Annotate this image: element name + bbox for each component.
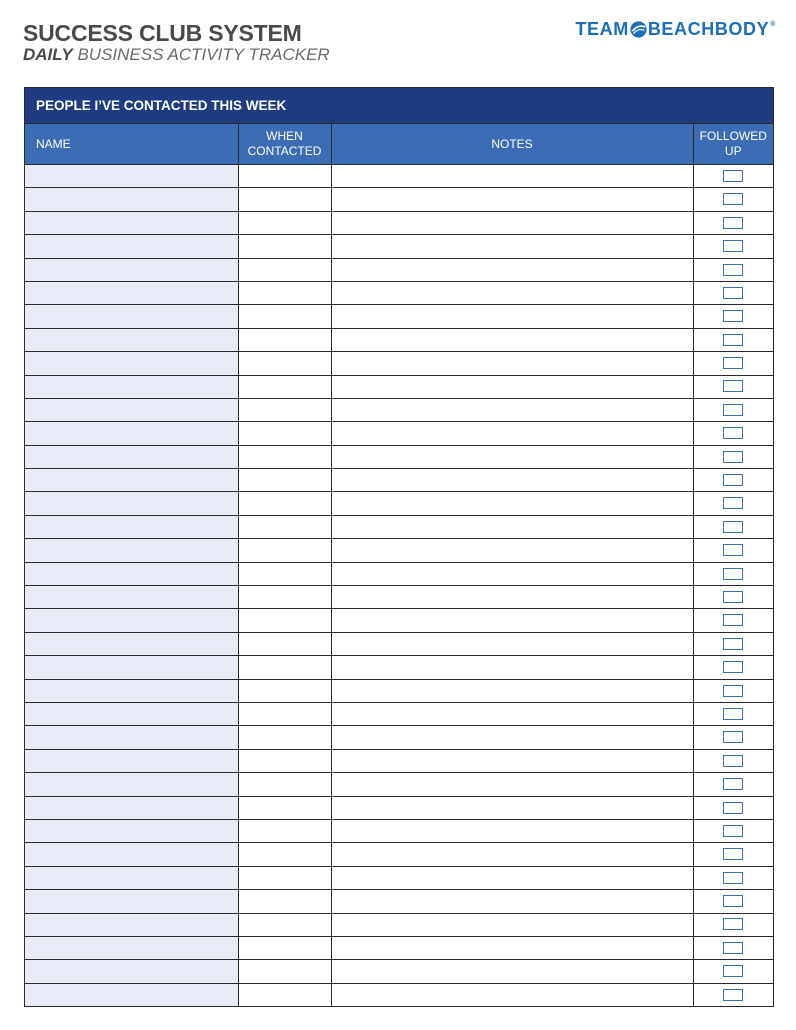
table-row — [25, 305, 773, 328]
followed-up-checkbox[interactable] — [723, 404, 743, 416]
followed-up-checkbox[interactable] — [723, 497, 743, 509]
when-contacted-cell[interactable] — [238, 960, 331, 983]
notes-cell[interactable] — [331, 211, 693, 234]
notes-cell[interactable] — [331, 632, 693, 655]
followed-up-checkbox[interactable] — [723, 708, 743, 720]
followed-up-cell — [693, 515, 773, 538]
name-cell[interactable] — [25, 983, 238, 1006]
table-row — [25, 656, 773, 679]
table-row — [25, 165, 773, 188]
notes-cell[interactable] — [331, 539, 693, 562]
table-row — [25, 796, 773, 819]
notes-cell[interactable] — [331, 305, 693, 328]
when-contacted-cell[interactable] — [238, 866, 331, 889]
subtitle-rest: BUSINESS ACTIVITY TRACKER — [72, 45, 330, 64]
when-contacted-cell[interactable] — [238, 562, 331, 585]
followed-line-2: UP — [724, 144, 742, 158]
notes-cell[interactable] — [331, 562, 693, 585]
when-contacted-cell[interactable] — [238, 656, 331, 679]
followed-up-checkbox[interactable] — [723, 825, 743, 837]
contact-table — [25, 124, 773, 1006]
table-row — [25, 586, 773, 609]
followed-up-checkbox[interactable] — [723, 544, 743, 556]
followed-up-cell — [693, 656, 773, 679]
name-cell[interactable] — [25, 422, 238, 445]
notes-cell[interactable] — [331, 913, 693, 936]
when-contacted-cell[interactable] — [238, 773, 331, 796]
notes-cell[interactable] — [331, 469, 693, 492]
when-contacted-cell[interactable] — [238, 796, 331, 819]
name-cell[interactable] — [25, 492, 238, 515]
name-cell[interactable] — [25, 328, 238, 351]
followed-up-checkbox[interactable] — [723, 170, 743, 182]
followed-up-checkbox[interactable] — [723, 591, 743, 603]
table-row — [25, 492, 773, 515]
name-cell[interactable] — [25, 281, 238, 304]
followed-up-checkbox[interactable] — [723, 380, 743, 392]
followed-up-cell — [693, 352, 773, 375]
followed-up-checkbox[interactable] — [723, 755, 743, 767]
name-cell[interactable] — [25, 960, 238, 983]
followed-up-cell — [693, 866, 773, 889]
when-contacted-cell[interactable] — [238, 632, 331, 655]
notes-cell[interactable] — [331, 188, 693, 211]
notes-cell[interactable] — [331, 258, 693, 281]
table-row — [25, 609, 773, 632]
beachbody-ball-icon — [630, 21, 647, 38]
notes-cell[interactable] — [331, 352, 693, 375]
table-row — [25, 328, 773, 351]
followed-up-cell — [693, 843, 773, 866]
followed-up-checkbox[interactable] — [723, 989, 743, 1001]
table-row — [25, 983, 773, 1006]
name-cell[interactable] — [25, 258, 238, 281]
name-cell[interactable] — [25, 913, 238, 936]
followed-up-checkbox[interactable] — [723, 685, 743, 697]
table-row — [25, 679, 773, 702]
when-line-1: WHEN — [266, 129, 303, 143]
notes-cell[interactable] — [331, 726, 693, 749]
followed-up-checkbox[interactable] — [723, 287, 743, 299]
notes-cell[interactable] — [331, 843, 693, 866]
followed-up-cell — [693, 632, 773, 655]
table-row — [25, 913, 773, 936]
followed-up-checkbox[interactable] — [723, 731, 743, 743]
notes-cell[interactable] — [331, 679, 693, 702]
followed-up-cell — [693, 936, 773, 959]
notes-cell[interactable] — [331, 445, 693, 468]
followed-up-cell — [693, 305, 773, 328]
notes-cell[interactable] — [331, 656, 693, 679]
contact-rows — [25, 165, 773, 1007]
followed-up-cell — [693, 445, 773, 468]
table-row — [25, 749, 773, 772]
table-row — [25, 398, 773, 421]
page-title: SUCCESS CLUB SYSTEM — [23, 20, 302, 46]
followed-up-checkbox[interactable] — [723, 802, 743, 814]
when-contacted-cell[interactable] — [238, 188, 331, 211]
followed-up-checkbox[interactable] — [723, 310, 743, 322]
followed-up-cell — [693, 890, 773, 913]
table-row — [25, 632, 773, 655]
name-cell[interactable] — [25, 843, 238, 866]
followed-up-cell — [693, 235, 773, 258]
followed-up-cell — [693, 211, 773, 234]
when-contacted-cell[interactable] — [238, 679, 331, 702]
followed-up-checkbox[interactable] — [723, 474, 743, 486]
followed-up-checkbox[interactable] — [723, 240, 743, 252]
when-contacted-cell[interactable] — [238, 235, 331, 258]
when-contacted-cell[interactable] — [238, 726, 331, 749]
followed-up-checkbox[interactable] — [723, 427, 743, 439]
name-cell[interactable] — [25, 936, 238, 959]
followed-up-checkbox[interactable] — [723, 778, 743, 790]
when-contacted-cell[interactable] — [238, 165, 331, 188]
notes-cell[interactable] — [331, 773, 693, 796]
name-cell[interactable] — [25, 445, 238, 468]
when-contacted-cell[interactable] — [238, 375, 331, 398]
page-subtitle — [23, 45, 330, 65]
followed-up-checkbox[interactable] — [723, 895, 743, 907]
followed-up-cell — [693, 492, 773, 515]
notes-cell[interactable] — [331, 890, 693, 913]
when-contacted-cell[interactable] — [238, 749, 331, 772]
when-contacted-cell[interactable] — [238, 515, 331, 538]
table-row — [25, 866, 773, 889]
table-row — [25, 352, 773, 375]
when-contacted-cell[interactable] — [238, 445, 331, 468]
when-contacted-cell[interactable] — [238, 281, 331, 304]
table-row — [25, 375, 773, 398]
followed-up-checkbox[interactable] — [723, 521, 743, 533]
when-contacted-cell[interactable] — [238, 492, 331, 515]
followed-up-checkbox[interactable] — [723, 451, 743, 463]
team-beachbody-logo — [575, 19, 776, 40]
notes-cell[interactable] — [331, 235, 693, 258]
notes-cell[interactable] — [331, 796, 693, 819]
when-contacted-cell[interactable] — [238, 422, 331, 445]
when-contacted-cell[interactable] — [238, 469, 331, 492]
followed-line-1: FOLLOWED — [699, 129, 767, 143]
name-cell[interactable] — [25, 515, 238, 538]
followed-up-checkbox[interactable] — [723, 614, 743, 626]
followed-up-cell — [693, 913, 773, 936]
table-row — [25, 235, 773, 258]
when-contacted-cell[interactable] — [238, 305, 331, 328]
notes-cell[interactable] — [331, 960, 693, 983]
contact-tracker — [24, 87, 774, 1007]
name-cell[interactable] — [25, 866, 238, 889]
followed-up-cell — [693, 679, 773, 702]
name-cell[interactable] — [25, 305, 238, 328]
followed-up-checkbox[interactable] — [723, 334, 743, 346]
followed-up-checkbox[interactable] — [723, 872, 743, 884]
followed-up-cell — [693, 375, 773, 398]
name-cell[interactable] — [25, 211, 238, 234]
followed-up-cell — [693, 281, 773, 304]
notes-cell[interactable] — [331, 866, 693, 889]
table-row — [25, 539, 773, 562]
column-header-notes: NOTES — [331, 124, 693, 165]
notes-cell[interactable] — [331, 819, 693, 842]
when-contacted-cell[interactable] — [238, 258, 331, 281]
name-cell[interactable] — [25, 562, 238, 585]
name-cell[interactable] — [25, 165, 238, 188]
notes-cell[interactable] — [331, 702, 693, 725]
when-contacted-cell[interactable] — [238, 609, 331, 632]
name-cell[interactable] — [25, 890, 238, 913]
name-cell[interactable] — [25, 796, 238, 819]
followed-up-checkbox[interactable] — [723, 217, 743, 229]
section-header: PEOPLE I’VE CONTACTED THIS WEEK — [25, 88, 773, 124]
table-row — [25, 188, 773, 211]
logo-text-beachbody: BEACHBODY — [647, 19, 770, 39]
name-cell[interactable] — [25, 656, 238, 679]
logo-text-team: TEAM — [575, 19, 629, 39]
when-contacted-cell[interactable] — [238, 890, 331, 913]
name-cell[interactable] — [25, 352, 238, 375]
name-cell[interactable] — [25, 609, 238, 632]
column-header-followed-up — [693, 124, 773, 165]
name-cell[interactable] — [25, 398, 238, 421]
notes-cell[interactable] — [331, 398, 693, 421]
table-row — [25, 562, 773, 585]
followed-up-checkbox[interactable] — [723, 848, 743, 860]
name-cell[interactable] — [25, 726, 238, 749]
when-contacted-cell[interactable] — [238, 702, 331, 725]
name-cell[interactable] — [25, 632, 238, 655]
followed-up-cell — [693, 983, 773, 1006]
name-cell[interactable] — [25, 773, 238, 796]
followed-up-cell — [693, 796, 773, 819]
table-row — [25, 773, 773, 796]
table-row — [25, 960, 773, 983]
notes-cell[interactable] — [331, 749, 693, 772]
table-row — [25, 890, 773, 913]
followed-up-checkbox[interactable] — [723, 965, 743, 977]
name-cell[interactable] — [25, 235, 238, 258]
table-row — [25, 819, 773, 842]
name-cell[interactable] — [25, 586, 238, 609]
name-cell[interactable] — [25, 679, 238, 702]
followed-up-cell — [693, 609, 773, 632]
followed-up-checkbox[interactable] — [723, 661, 743, 673]
when-contacted-cell[interactable] — [238, 819, 331, 842]
when-contacted-cell[interactable] — [238, 211, 331, 234]
table-row — [25, 422, 773, 445]
notes-cell[interactable] — [331, 375, 693, 398]
when-contacted-cell[interactable] — [238, 328, 331, 351]
table-row — [25, 281, 773, 304]
subtitle-daily: DAILY — [23, 45, 73, 64]
followed-up-checkbox[interactable] — [723, 638, 743, 650]
name-cell[interactable] — [25, 188, 238, 211]
when-contacted-cell[interactable] — [238, 843, 331, 866]
followed-up-cell — [693, 469, 773, 492]
followed-up-cell — [693, 702, 773, 725]
when-contacted-cell[interactable] — [238, 352, 331, 375]
table-row — [25, 211, 773, 234]
followed-up-cell — [693, 188, 773, 211]
name-cell[interactable] — [25, 375, 238, 398]
followed-up-cell — [693, 960, 773, 983]
table-row — [25, 469, 773, 492]
followed-up-cell — [693, 562, 773, 585]
table-row — [25, 702, 773, 725]
registered-mark: ® — [770, 21, 776, 28]
notes-cell[interactable] — [331, 492, 693, 515]
table-row — [25, 258, 773, 281]
name-cell[interactable] — [25, 469, 238, 492]
followed-up-cell — [693, 819, 773, 842]
followed-up-cell — [693, 539, 773, 562]
column-header-name: NAME — [25, 124, 238, 165]
notes-cell[interactable] — [331, 586, 693, 609]
notes-cell[interactable] — [331, 983, 693, 1006]
column-header-when-contacted — [238, 124, 331, 165]
table-row — [25, 515, 773, 538]
followed-up-cell — [693, 422, 773, 445]
when-contacted-cell[interactable] — [238, 586, 331, 609]
followed-up-checkbox[interactable] — [723, 918, 743, 930]
name-cell[interactable] — [25, 819, 238, 842]
when-contacted-cell[interactable] — [238, 913, 331, 936]
table-row — [25, 936, 773, 959]
followed-up-checkbox[interactable] — [723, 942, 743, 954]
followed-up-checkbox[interactable] — [723, 357, 743, 369]
followed-up-cell — [693, 398, 773, 421]
notes-cell[interactable] — [331, 328, 693, 351]
table-row — [25, 843, 773, 866]
followed-up-cell — [693, 726, 773, 749]
notes-cell[interactable] — [331, 515, 693, 538]
followed-up-checkbox[interactable] — [723, 264, 743, 276]
followed-up-cell — [693, 586, 773, 609]
notes-cell[interactable] — [331, 281, 693, 304]
name-cell[interactable] — [25, 702, 238, 725]
name-cell[interactable] — [25, 749, 238, 772]
followed-up-cell — [693, 749, 773, 772]
followed-up-cell — [693, 258, 773, 281]
notes-cell[interactable] — [331, 165, 693, 188]
when-contacted-cell[interactable] — [238, 936, 331, 959]
table-row — [25, 445, 773, 468]
notes-cell[interactable] — [331, 936, 693, 959]
when-contacted-cell[interactable] — [238, 398, 331, 421]
followed-up-checkbox[interactable] — [723, 568, 743, 580]
followed-up-cell — [693, 328, 773, 351]
column-header-row — [25, 124, 773, 165]
followed-up-cell — [693, 165, 773, 188]
when-contacted-cell[interactable] — [238, 539, 331, 562]
when-line-2: CONTACTED — [247, 144, 322, 158]
notes-cell[interactable] — [331, 422, 693, 445]
table-row — [25, 726, 773, 749]
when-contacted-cell[interactable] — [238, 983, 331, 1006]
notes-cell[interactable] — [331, 609, 693, 632]
followed-up-checkbox[interactable] — [723, 193, 743, 205]
followed-up-cell — [693, 773, 773, 796]
name-cell[interactable] — [25, 539, 238, 562]
